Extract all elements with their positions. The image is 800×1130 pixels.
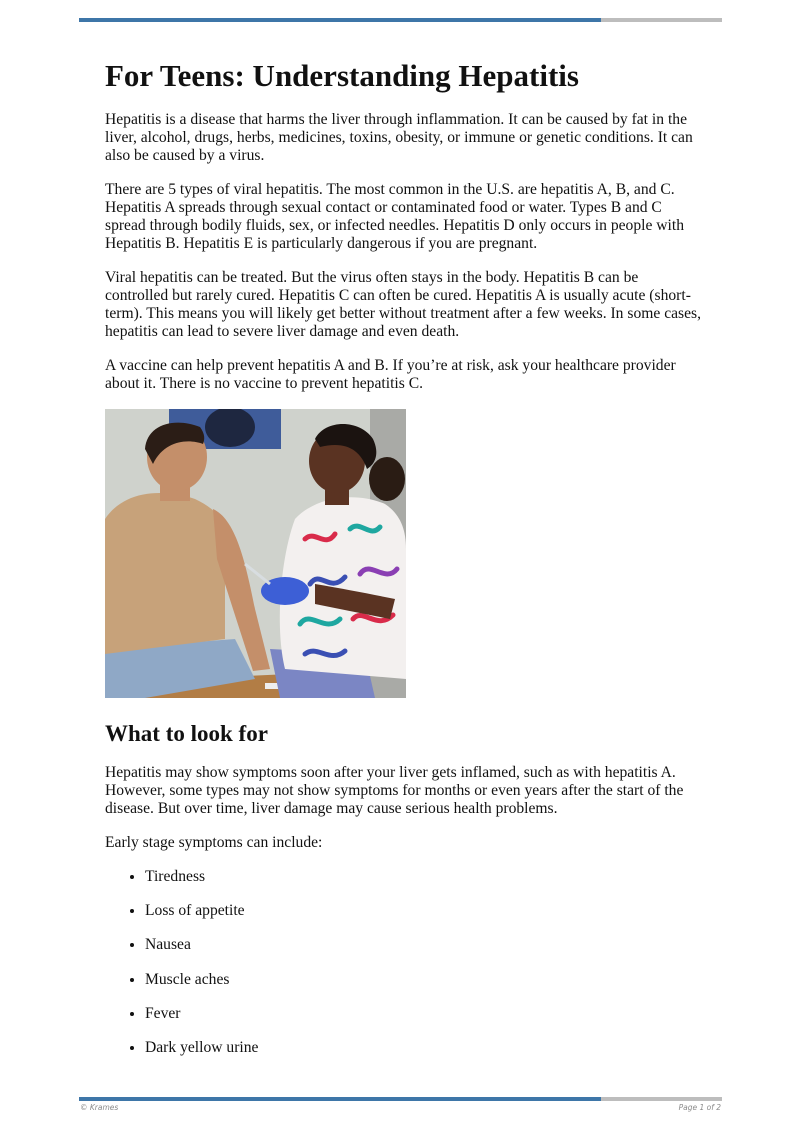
- document-body: [105, 50, 705, 1073]
- vaccination-photo: [105, 409, 406, 698]
- intro-paragraph: A vaccine can help prevent hepatitis A and B. If you’re at risk, ask your healthcare provider about it. There is no vaccine to prevent hepatitis C.: [105, 357, 676, 392]
- intro-paragraph: Hepatitis is a disease that harms the liver through inflammation. It can be caused by fat in the liver, alcohol, drugs, herbs, medicines, toxins, obesity, or immune or genetic conditions. It can also be caused by a virus.: [105, 111, 693, 164]
- symptom-list: [105, 868, 705, 1057]
- symptom-list-item: • Fever: [145, 1005, 705, 1023]
- section-heading: What to look for: [105, 721, 268, 746]
- intro-paragraph: There are 5 types of viral hepatitis. The most common in the U.S. are hepatitis A, B, and C. Hepatitis A spreads through sexual contact or contaminated food or water. Types B and C spread through bodily fluids, sex, or infected needles. Hepatitis D only occurs in people with Hepatitis B. Hepatitis E is particularly dangerous if you are pregnant.: [105, 181, 685, 252]
- section-paragraph: Hepatitis may show symptoms soon after your liver gets inflamed, such as with hepatitis A. However, some types may not show symptoms for months or even years after the start of the disease. But over time, liver damage may cause serious health problems.: [105, 764, 684, 817]
- symptom-list-item: • Muscle aches: [145, 971, 705, 989]
- footer-copyright: © Krames: [80, 1103, 119, 1112]
- page-title: For Teens: Understanding Hepatitis: [105, 58, 579, 93]
- symptom-list-item: • Loss of appetite: [145, 902, 705, 920]
- footer-page-number: Page 1 of 2: [678, 1103, 721, 1112]
- header-rule: [79, 18, 722, 22]
- vaccination-illustration: [105, 409, 406, 698]
- symptom-list-item: • Dark yellow urine: [145, 1039, 705, 1057]
- header-rule-accent: [79, 18, 601, 22]
- section-paragraph: Early stage symptoms can include:: [105, 834, 323, 851]
- footer-rule-accent: [79, 1097, 601, 1101]
- symptom-list-item: • Nausea: [145, 936, 705, 954]
- symptom-list-item: • Tiredness: [145, 868, 705, 886]
- intro-paragraph: Viral hepatitis can be treated. But the virus often stays in the body. Hepatitis B can be controlled but rarely cured. Hepatitis C can often be cured. Hepatitis A is usually acute (short-term). This means you will likely get better without treatment after a few weeks. In some cases, hepatitis can lead to severe liver damage and even death.: [105, 269, 701, 340]
- footer-rule: [79, 1097, 722, 1101]
